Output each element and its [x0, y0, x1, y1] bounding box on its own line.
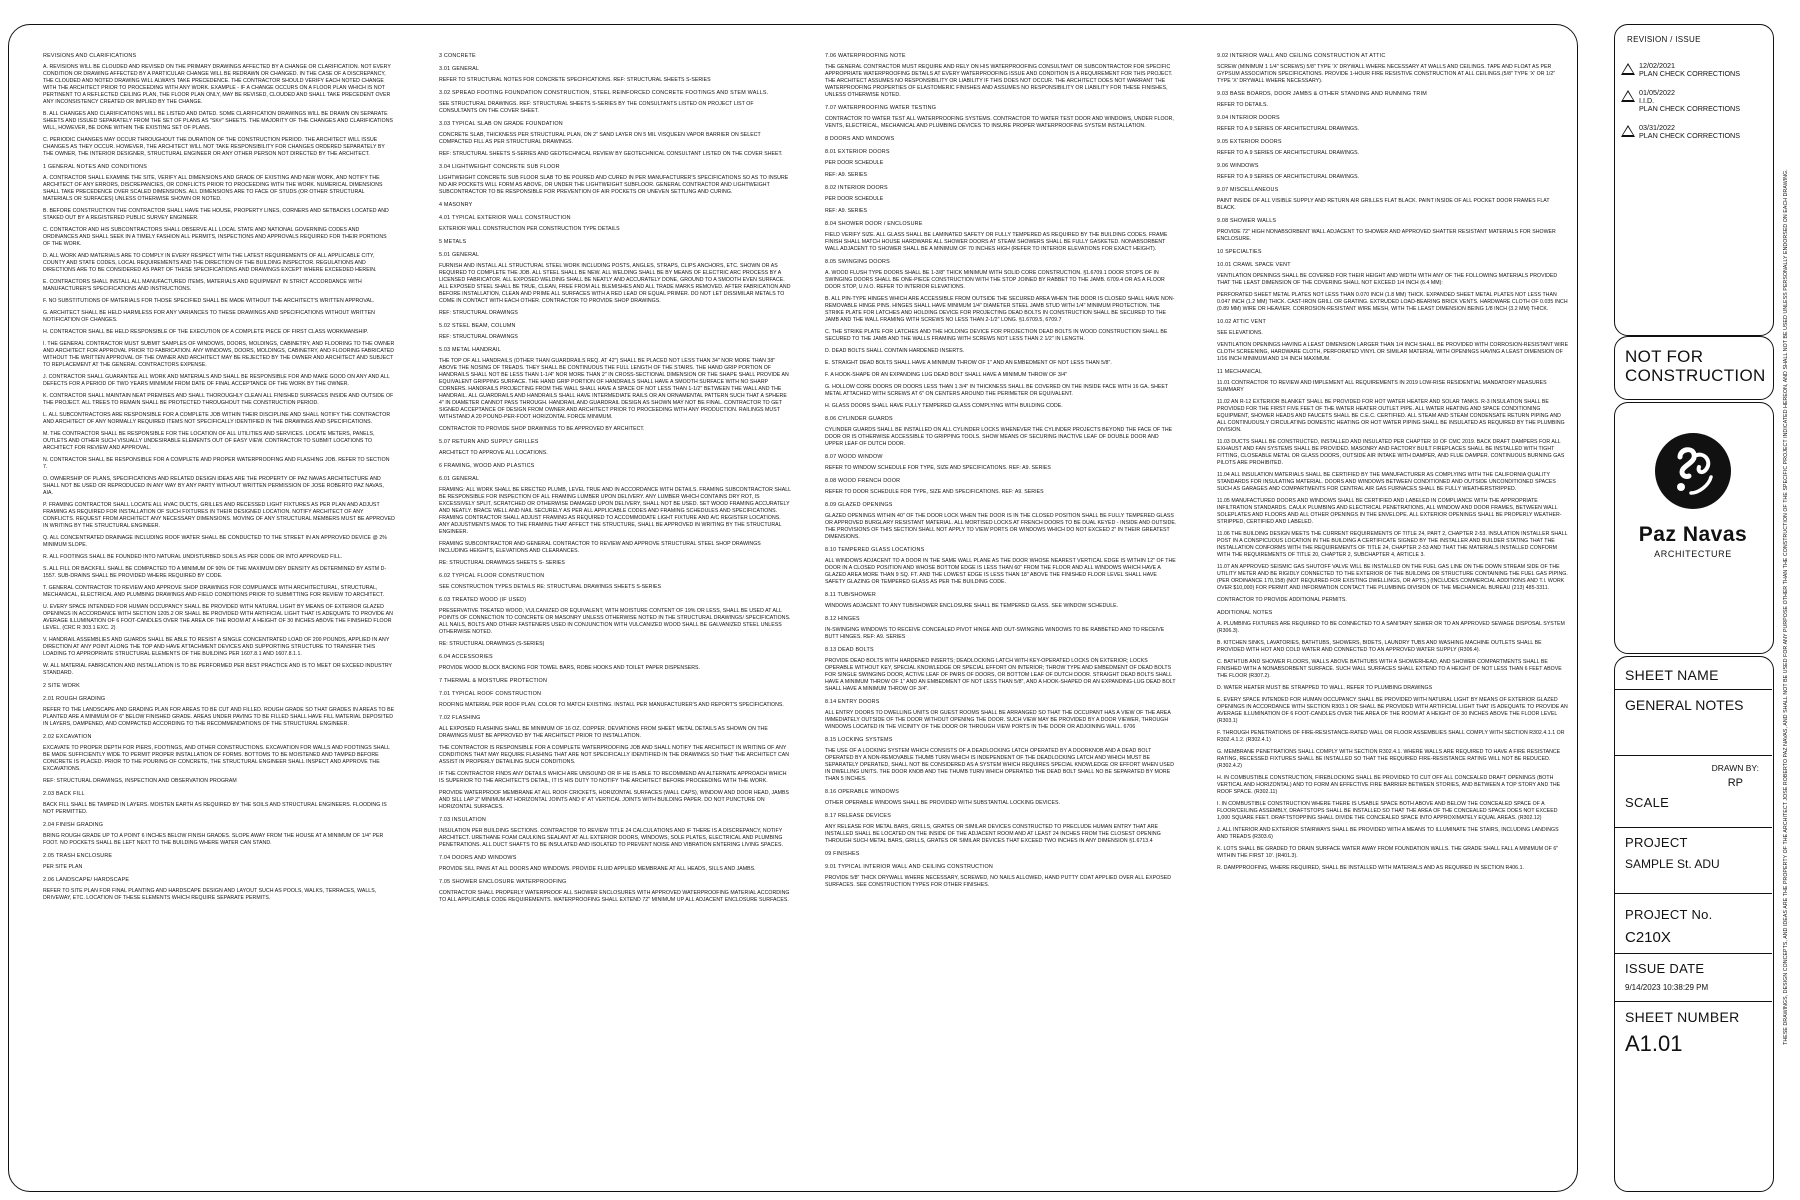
- note-paragraph: FURNISH AND INSTALL ALL STRUCTURAL STEEL WORK INCLUDING POSTS, ANGLES, STRAPS, CLIPS ANCHORS, ETC. SHOWN OR AS REQUIRED TO COMPLETE THE JOB. ALL STEEL SHALL BE NEW. ALL WELDING SHALL BE BY MEANS OF ELECTRIC ARC PROCESS BY A LICENSED FABRICATOR. ALL EXPOSED WELDING SHALL BE NEATLY AND ACCURATELY DONE, GROUND TO A SMOOTH EVEN SURFACE. ALL EXPOSED STEEL SHALL BE TRUE, CLEAN, FREE FROM ALL BLEMISHES AND ALL TRADE MARKS REMOVED. AFTER FABRICATION AND BEFORE INSTALLATION, CLEAN AND PRIME ALL SURFACES WITH A RED LEAD OR EQUAL PRIMER. DO NOT LET DISSIMILAR METALS TO COME IN CONTACT WITH EACH OTHER. CONTRACTOR TO PROVIDE SHOP DRAWINGS.: [439, 263, 791, 304]
- note-paragraph: REFER TO A.9 SERIES OF ARCHITECTURAL DRAWINGS.: [1217, 150, 1360, 156]
- note-heading: 8.06 CYLINDER GUARDS: [825, 416, 893, 422]
- note-paragraph: THE GENERAL CONTRACTOR MUST REQUIRE AND RELY ON HIS WATERPROOFING CONSULTANT OR SUBCONTRACTOR FOR SPECIFIC APPROPRIATE WATERPROOFING DETAILS AT EVERY WATERPROOFING ISSUE AND CONDITION IS A REQUIREMENT FOR THIS PROJECT. THE ARCHITECT ASSUMES NO RESPONSIBILITY OR LIABILITY IF THIS DOES NOT OCCUR. THE ARCHITECT DOES NOT WARRANT THE WATERPROOFING PROPERTIES OF ELASTOMERIC FINISHES AND ASSUMES NO RESPONSIBILITY OR LIABILITY FOR THESE FINISHES, UNLESS OTHERWISE NOTED.: [825, 64, 1173, 98]
- divider: [1615, 827, 1772, 828]
- note-paragraph: M. THE CONTRACTOR SHALL BE RESPONSIBLE FOR THE LOCATION OF ALL UTILITIES AND SERVICES. LOCATE METERS, PANELS, OUTLETS AND OTHER SUCH VISUALLY UNDESIRABLE ELEMENTS OUT OF EASY VIEW. CONTRACTOR TO SUBMIT LOCATIONS TO ARCHITECT FOR REVIEW AND APPROVAL.: [43, 431, 375, 451]
- note-paragraph: S. ALL FILL OR BACKFILL SHALL BE COMPACTED TO A MINIMUM OF 90% OF THE MAXIMUM DRY DENSITY AS DETERMINED BY ASTM D-1557. SUB-DRAINS SHALL BE PROVIDED WHERE REQUIRED BY CODE.: [43, 566, 387, 579]
- note-paragraph: G. ARCHITECT SHALL BE HELD HARMLESS FOR ANY VARIANCES TO THESE DRAWINGS AND SPECIFICATIONS WITHOUT WRITTEN NOTIFICATION OF CHANGES.: [43, 310, 375, 323]
- note-paragraph: E. EVERY SPACE INTENDED FOR HUMAN OCCUPANCY SHALL BE PROVIDED WITH NATURAL LIGHT BY MEANS OF EXTERIOR GLAZED OPENINGS IN ACCORDANCE WITH SECTION R303.1 OR SHALL BE PROVIDED WITH ARTIFICIAL LIGHT THAT IS ADEQUATE TO PROVIDE AN AVERAGE ILLUMINATION OF 6 FOOT-CANDLES OVER THE AREA OF THE ROOM AT A HEIGHT OF 30 INCHES ABOVE THE FLOOR LEVEL (R303.1): [1217, 697, 1568, 724]
- note-heading: 8.07 WOOD WINDOW: [825, 454, 883, 460]
- note-paragraph: J. ALL INTERIOR AND EXTERIOR STAIRWAYS SHALL BE PROVIDED WITH A MEANS TO ILLUMINATE THE STAIRS, INCLUDING LANDINGS AND TREADS (R303.6): [1217, 827, 1559, 840]
- note-paragraph: C. THE STRIKE PLATE FOR LATCHES AND THE HOLDING DEVICE FOR PROJECTION DEAD BOLTS IN WOOD CONSTRUCTION SHALL BE SECURED TO THE JAMB AND THE WALLS FRAMING WITH SCREWS NOT LESS THAN 2 1/2" IN LENGTH.: [825, 329, 1168, 342]
- revision-delta-icon: [1621, 125, 1635, 137]
- note-paragraph: REFER TO A.9 SERIES OF ARCHITECTURAL DRAWINGS.: [1217, 174, 1360, 180]
- note-heading: 9.01 TYPICAL INTERIOR WALL AND CEILING CONSTRUCTION: [825, 864, 993, 870]
- note-heading: 9.03 BASE BOARDS, DOOR JAMBS & OTHER STANDING AND RUNNING TRIM: [1217, 91, 1427, 97]
- note-heading: 9.06 WINDOWS: [1217, 163, 1259, 169]
- note-paragraph: B. BEFORE CONSTRUCTION THE CONTRACTOR SHALL HAVE THE HOUSE, PROPERTY LINES, CORNERS AND SETBACKS LOCATED AND STAKED OUT BY A REGISTERED PUBLIC SURVEY ENGINEER.: [43, 208, 389, 221]
- stamp-block: [1614, 336, 1774, 400]
- drawn-by-label: DRAWN BY:: [1711, 763, 1759, 773]
- not-for-construction-stamp: NOT FOR CONSTRUCTION: [1625, 347, 1766, 385]
- issue-date-value: 9/14/2023 10:38:29 PM: [1625, 983, 1709, 992]
- firm-subtitle: ARCHITECTURE: [1654, 549, 1732, 559]
- note-heading: 2.05 TRASH ENCLOSURE: [43, 853, 113, 859]
- note-heading: 4.01 TYPICAL EXTERIOR WALL CONSTRUCTION: [439, 215, 571, 221]
- note-paragraph: T. GENERAL CONTRACTOR TO REVIEW AND APPROVE SHOP DRAWINGS FOR COMPLIANCE WITH ARCHITECTURAL, STRUCTURAL, MECHANICAL, ELECTRICAL AND PLUMBING DRAWINGS AND FIELD CONDITIONS PRIOR TO SUBMITTING FOR REVIEW TO ARCHITECT.: [43, 585, 385, 598]
- note-heading: 8.10 TEMPERED GLASS LOCATIONS: [825, 547, 925, 553]
- note-paragraph: A. CONTRACTOR SHALL EXAMINE THE SITE, VERIFY ALL DIMENSIONS AND GRADE OF EXISTING AND NEW WORK, AND NOTIFY THE ARCHITECT OF ANY ERRORS, DISCREPANCIES, OR CONFLICTS PRIOR TO PROCEEDING WITH THE WORK. NUMERICAL DIMENSIONS SHALL TAKE PRECEDENCE OVER SCALED DIMENSIONS. ALL DIMENSIONS ARE TO FACE OF STUDS (OR OTHER STRUCTURAL MATERIALS OR SURFACES) UNLESS OTHERWISE SHOWN OR NOTED.: [43, 175, 383, 202]
- notes-column-3: [825, 47, 1177, 894]
- note-heading: 8.05 SWINGING DOORS: [825, 259, 890, 265]
- note-paragraph: F. THROUGH PENETRATIONS OF FIRE-RESISTANCE-RATED WALL OR FLOOR ASSEMBLIES SHALL COMPLY WITH SECTION R302.4.1.1 OR R302.4.1.2. (R302.4.1): [1217, 730, 1565, 743]
- note-paragraph: ROOFING MATERIAL PER ROOF PLAN. COLOR TO MATCH EXISTING. INSTALL PER MANUFACTURER'S AND REPORT'S SPECIFICATIONS.: [439, 702, 784, 708]
- revision-date: 03/31/2022: [1639, 123, 1675, 132]
- note-heading: 8.17 RELEASE DEVICES: [825, 813, 892, 819]
- note-heading: 9.07 MISCELLANEOUS: [1217, 187, 1279, 193]
- copyright-text: THESE DRAWINGS, DESIGN CONCEPTS, AND IDEAS ARE THE PROPERTY OF THE ARCHITECT JOSE ROBERTO PAZ NAVAS, AND SHALL NOT BE USED FOR ANY PURPOSE OTHER THAN THE CONSTRUCTION OF THE SPECIFIC PROJECT INDICATED HEREON, AND SHALL NOT BE USED UNLESS PERSONALLY ENDORSED ON EACH DRAWING.: [1783, 169, 1789, 1045]
- note-paragraph: WINDOWS ADJACENT TO ANY TUB/SHOWER ENCLOSURE SHALL BE TEMPERED GLASS. SEE WINDOW SCHEDULE.: [825, 603, 1119, 609]
- note-paragraph: PER SITE PLAN: [43, 864, 83, 870]
- note-heading: 7.03 INSULATION: [439, 817, 486, 823]
- note-paragraph: VENTILATION OPENINGS HAVING A LEAST DIMENSION LARGER THAN 1/4 INCH SHALL BE PROVIDED WITH CORROSION-RESISTANT WIRE CLOTH SCREENING, HARDWARE CLOTH, PERFORATED VINYL OR SIMILAR MATERIAL WITH OPENINGS HAVING A LEAST DIMENSION OF 1/16 INCH MINIMUM AND 1/4 INCH MAXIMUM.: [1217, 342, 1569, 362]
- note-heading: 8.08 WOOD FRENCH DOOR: [825, 478, 901, 484]
- note-paragraph: PROVIDE 72" HIGH NONABSORBENT WALL ADJACENT TO SHOWER AND APPROVED SHATTER RESISTANT MATERIALS FOR SHOWER ENCLOSURE.: [1217, 229, 1556, 242]
- note-paragraph: V. HANDRAIL ASSEMBLIES AND GUARDS SHALL BE ABLE TO RESIST A SINGLE CONCENTRATED LOAD OF 200 POUNDS, APPLIED IN ANY DIRECTION AT ANY POINT ALONG THE TOP AND HAVE ATTACHMENT DEVICES AND SUPPORTING STRUCTURE TO TRANSFER THIS LOADING TO APPROPRIATE STRUCTURAL ELEMENTS OF THE BUILDING PER 1607.8.1 AND 1607.8.1.1.: [43, 637, 390, 657]
- note-paragraph: CONTRACTOR TO WATER TEST ALL WATERPROOFING SYSTEMS. CONTRACTOR TO WATER TEST DOOR AND WINDOWS, UNDER FLOOR, VENTS, ELECTRICAL, MECHANICAL AND PLUMBING DEVICES TO INSURE PROPER WATERPROOFING SYSTEM INSTALLATION.: [825, 116, 1174, 129]
- note-paragraph: E. STRAIGHT DEAD BOLTS SHALL HAVE A MINIMUM THROW OF 1" AND AN EMBEDMENT OF NOT LESS THAN 5/8".: [825, 360, 1112, 366]
- note-heading: 2.06 LANDSCAPE/ HARDSCAPE: [43, 877, 130, 883]
- note-heading: 7.02 FLASHING: [439, 715, 481, 721]
- note-paragraph: PAINT INSIDE OF ALL VISIBLE SUPPLY AND RETURN AIR GRILLES FLAT BLACK. PAINT INSIDE OF ALL POCKET DOOR FRAMES FLAT BLACK.: [1217, 198, 1550, 211]
- note-paragraph: REFER TO DETAILS.: [1217, 102, 1269, 108]
- note-paragraph: REFER TO THE LANDSCAPE AND GRADING PLAN FOR AREAS TO BE CUT AND FILLED. ROUGH GRADE SO THAT GRADES IN AREAS TO BE PLANTED ARE A MINIMUM OF 6" BELOW FINISHED GRADE. AREAS UNDER PAVING TO BE FILLED SHALL HAVE FILL MATERIAL DEPOSITED IN LAYERS, DAMPENED, AND COMPACTED ACCORDING TO THE RECOMMENDATIONS OF THE STRUCTURAL ENGINEER.: [43, 707, 395, 727]
- note-paragraph: 11.01 CONTRACTOR TO REVIEW AND IMPLEMENT ALL REQUIREMENTS IN 2019 LOW-RISE RESIDENTIAL MANDATORY MEASURES SUMMARY: [1217, 380, 1547, 393]
- project-label: PROJECT: [1625, 835, 1688, 850]
- revision-date: 01/05/2022: [1639, 88, 1675, 97]
- note-paragraph: GLAZED OPENINGS WITHIN 40" OF THE DOOR LOCK WHEN THE DOOR IS IN THE CLOSED POSITION SHALL BE FULLY TEMPERED GLASS OR APPROVED BURGLARY RESISTANT MATERIAL. ALL MORTISED LOCKS AT FRENCH DOORS TO BE DUAL KEYED - INSIDE AND OUTSIDE. THE PROVISIONS OF THIS SECTION SHALL NOT APPLY TO VIEW PORTS OR WINDOWS WHICH DO NOT EXCEED 2" IN THEIR GREATEST DIMENSIONS.: [825, 513, 1177, 540]
- note-paragraph: THE USE OF A LOCKING SYSTEM WHICH CONSISTS OF A DEADLOCKING LATCH OPERATED BY A DOORKNOB AND A DEAD BOLT OPERATED BY A NON-REMOVABLE THUMB TURN WHICH IS INDEPENDENT OF THE DEADLOCKING LATCH AND WHICH MUST BE SEPARATELY OPERATED, SHALL NOT BE CONSIDERED AS A SYSTEM WHICH REQUIRES SPECIAL KNOWLEDGE OR EFFORT WHEN USED IN DWELLING UNITS. THE DOOR KNOB AND THE THUMB TURN WHICH OPERATED THE DEAD BOLT SHALL NO BE SEPARATED BY MORE THAN 5 INCHES.: [825, 748, 1175, 782]
- drawn-by-value: RP: [1727, 777, 1743, 789]
- note-paragraph: CONTRACTOR TO PROVIDE SHOP DRAWINGS TO BE APPROVED BY ARCHITECT.: [439, 426, 645, 432]
- note-paragraph: 11.02 AN R-12 EXTERIOR BLANKET SHALL BE PROVIDED FOR HOT WATER HEATER AND SOLAR TANKS. R-3 INSULATION SHALL BE PROVIDED FOR THE FIRST FIVE FEET OF THE WATER HEATER OUTLET PIPE. ALL WATER HEATING AND SPACE CONDITIONING EQUIPMENT, SHOWER HEADS AND FAUCETS SHALL BE C.E.C. CERTIFIED. ALL STEAM AND STEAM CONDENSATE RETURN PIPING AND ALL CONTINUOUSLY CIRCULATING DOMESTIC HEATING OR HOT WATER PIPING SHALL BE INSULATED AS REQUIRED BY THE PLUMBING DIVISION.: [1217, 399, 1565, 433]
- note-paragraph: REFER TO A.9 SERIES OF ARCHITECTURAL DRAWINGS.: [1217, 126, 1360, 132]
- notes-column-4: [1217, 47, 1569, 877]
- note-paragraph: PROVIDE SILL PANS AT ALL DOORS AND WINDOWS. PROVIDE FLUID APPLIED MEMBRANE AT ALL HEADS, SILLS AND JAMBS.: [439, 866, 756, 872]
- note-paragraph: U. EVERY SPACE INTENDED FOR HUMAN OCCUPANCY SHALL BE PROVIDED WITH NATURAL LIGHT BY MEANS OF EXTERIOR GLAZED OPENINGS IN ACCORDANCE WITH SECTION 1205.2 OR SHALL BE PROVIDED WITH ARTIFICIAL LIGHT THAT IS ADEQUATE TO PROVIDE AN AVERAGE ILLUMINATION OF 6 FOOT-CANDLES OVER THE AREA OF THE ROOM AT A HEIGHT OF 30 INCHES ABOVE THE FINISHED FLOOR LEVEL. (CRC R 303.1 EXC. 2): [43, 604, 393, 631]
- note-paragraph: 11.03 DUCTS SHALL BE CONSTRUCTED, INSTALLED AND INSULATED PER CHAPTER 10 OF CMC 2019. BACK DRAFT DAMPERS FOR ALL EXHAUST AND FAN SYSTEMS SHALL BE PROVIDED. MASONRY AND FACTORY BUILT FIREPLACES SHALL BE INSTALLED WITH TIGHT FITTING, CLOSEABLE METAL OR GLASS DOORS, OUTSIDE AIR INTAKE WITH DAMPER, AND FLUE DAMPER. CONTINUOUS BURNING GAS PILOTS ARE PROHIBITED.: [1217, 439, 1565, 466]
- note-paragraph: D. WATER HEATER MUST BE STRAPPED TO WALL. REFER TO PLUMBING DRAWINGS: [1217, 685, 1433, 691]
- note-paragraph: PER DOOR SCHEDULE: [825, 196, 884, 202]
- revision-label: PLAN CHECK CORRECTIONS: [1639, 69, 1741, 78]
- note-paragraph: L. ALL SUBCONTRACTORS ARE RESPONSIBLE FOR A COMPLETE JOB WITHIN THEIR DISCIPLINE AND SHALL NOTIFY THE CONTRACTOR AND ARCHITECT OF ANY NORMALLY REQUIRED ITEMS NOT SPECIFICALLY IDENTIFIED IN THE DRAWINGS AND SPECIFICATIONS.: [43, 412, 391, 425]
- note-paragraph: H. CONTRACTOR SHALL BE HELD RESPONSIBLE OF THE EXECUTION OF A COMPLETE PIECE OF FIRST CLASS WORKMANSHIP.: [43, 329, 369, 335]
- note-paragraph: H. GLASS DOORS SHALL HAVE FULLY TEMPERED GLASS COMPLYING WITH BUILDING CODE.: [825, 403, 1063, 409]
- note-paragraph: R. DAMPPROOFING, WHERE REQUIRED, SHALL BE INSTALLED WITH MATERIALS AND AS REQUIRED IN SECTION R406.1.: [1217, 865, 1525, 871]
- note-paragraph: PROVIDE DEAD BOLTS WITH HARDENED INSERTS; DEADLOCKING LATCH WITH KEY-OPERATED LOCKS ON EXTERIOR; LOCKS OPERABLE WITHOUT KEY, SPECIAL KNOWLEDGE OR SPECIAL EFFORT ON INTERIOR; THROW TYPE AND EMBEDMENT OF DEAD BOLTS FOR SINGLE SWINGING DOOR, ACTIVE LEAF OF PAIRS OF DOORS, OR BOTTOM LEAF OF DUTCH DOOR. STRAIGHT DEAD BOLTS SHALL HAVE A MINIMUM THROW OF 1" AND AN EMBEDMENT OF NOT LESS THAN 5/8", AND A HOOK-SHAPED OR AN EXPANDING-LUG DEAD BOLT SHALL HAVE A MINIMUM THROW OF 3/4".: [825, 658, 1176, 692]
- note-heading: 2 SITE WORK: [43, 683, 80, 689]
- note-heading: 10.01 CRAWL SPACE VENT: [1217, 262, 1291, 268]
- note-paragraph: C. PERIODIC CHANGES MAY OCCUR THROUGHOUT THE DURATION OF THE CONSTRUCTION PERIOD. THE ARCHITECT WILL ISSUE CHANGES AS THEY OCCUR. HOWEVER, THE ARCHITECT WILL NOT TAKE RESPONSIBILITY FOR CHANGES ORDERED SEPARATELY BY THE OWNER, THE INTERIOR DESIGNER, STRUCTURAL ENGINEER OR ANY OTHER PERSON NOT DIRECTED BY THE ARCHITECT.: [43, 137, 385, 157]
- note-heading: ADDITIONAL NOTES: [1217, 610, 1273, 616]
- note-paragraph: B. ALL CHANGES AND CLARIFICATIONS WILL BE LISTED AND DATED. SOME CLARIFICATION DRAWINGS WILL BE DRAWN ON SEPARATE SHEETS AND ISSUED SEPARATELY FROM THE SET OF PLANS AS "SK#" SHEETS. THE MAJORITY OF THE CHANGES AND CLARIFICATIONS WILL, HOWEVER, BE DONE WITHIN THE EXISTING SET OF PLANS.: [43, 111, 394, 131]
- note-paragraph: I. THE GENERAL CONTRACTOR MUST SUBMIT SAMPLES OF WINDOWS, DOORS, MOLDINGS, CABINETRY, AND FLOORING TO THE OWNER AND ARCHITECT FOR APPROVAL PRIOR TO FABRICATION. ANY WINDOWS, DOORS, MOLDINGS, CABINETRY, AND FLOORING FABRICATED WITHOUT THE WRITTEN APPROVAL OF THE OWNER AND ARCHITECT MAY BE REJECTED BY THE OWNER AND ARCHITECT AND SUBJECT TO REPLACEMENT AT THE GENERAL CONTRACTORS EXPENSE.: [43, 341, 395, 368]
- note-heading: 5.03 METAL HANDRAIL: [439, 347, 501, 353]
- revision-delta-icon: [1621, 90, 1635, 102]
- note-heading: 9.05 EXTERIOR DOORS: [1217, 139, 1282, 145]
- note-heading: 09 FINISHES: [825, 851, 860, 857]
- note-heading: 2.03 BACK FILL: [43, 791, 85, 797]
- note-paragraph: W. ALL MATERIAL FABRICATION AND INSTALLATION IS TO BE PERFORMED PER BEST PRACTICE AND IS TO MEET OR EXCEED INDUSTRY STANDARD.: [43, 663, 392, 676]
- revision-delta-icon: [1621, 63, 1635, 75]
- note-heading: 9.08 SHOWER WALLS: [1217, 218, 1277, 224]
- note-paragraph: SEE STRUCTURAL DRAWINGS. REF: STRUCTURAL SHEETS S-SERIES BY THE CONSULTANTS LISTED ON PROJECT LIST OF CONSULTANTS ON THE COVER SHEET.: [439, 101, 754, 114]
- note-paragraph: A. REVISIONS WILL BE CLOUDED AND REVISED ON THE PRIMARY DRAWINGS AFFECTED BY A CHANGE OR CLARIFICATION. NOT EVERY CONDITION OR DRAWING AFFECTED BY A PARTICULAR CHANGE WILL BE REDRAWN OR CHANGED. IN THE CASE OF A DISCREPANCY, THE CLOUDED AND NOTED DRAWING WILL ALWAYS TAKE PRECEDENCE. THE CONTRACTOR SHOULD VERIFY EACH NOTED CHANGE WITH THE ARCHITECT PRIOR TO PROCEEDING WITH ANY WORK. EXAMPLE - IF A CHANGE OCCURS ON A FLOOR PLAN WHICH IS NOT PERTINENT TO A REFLECTED CEILING PLAN, THE FLOOR PLAN ONLY, MAY BE REVISED, CLOUDED AND SHALL TAKE PRECEDENT OVER ANY INCONSISTENCY CREATED OR IMPLIED BY THE CHANGE.: [43, 64, 391, 105]
- note-heading: 2.02 EXCAVATION: [43, 734, 92, 740]
- note-paragraph: ANY RELEASE FOR METAL BARS, GRILLS, GRATES OR SIMILAR DEVICES CONSTRUCTED TO PRECLUDE HUMAN ENTRY THAT ARE INSTALLED SHALL BE LOCATED ON THE INSIDE OF THE ADJACENT ROOM AND AT LEAST 24 INCHES FROM THE CLOSEST OPENING THROUGH SUCH METAL BARS, GRILLS, GRATES OR SIMILAR DEVICES THAT EXCEED TWO INCHES IN ANY DIMENSION §1.6713.4: [825, 824, 1161, 844]
- note-heading: 8.16 OPERABLE WINDOWS: [825, 789, 899, 795]
- drawing-sheet-border: [8, 24, 1578, 1192]
- notes-column-2: [439, 47, 791, 909]
- note-heading: 8 DOORS AND WINDOWS: [825, 136, 895, 142]
- note-paragraph: PROVIDE 5/8" THICK DRYWALL WHERE NECESSARY, SCREWED, NO NAILS ALLOWED, HAND PUTTY COAT APPLIED OVER ALL EXPOSED SURFACES. SEE CONSTRUCTION TYPES FOR OTHER FINISHES.: [825, 875, 1172, 888]
- note-paragraph: IN-SWINGING WINDOWS TO RECEIVE CONCEALED PIVOT HINGE AND OUT-SWINGING WINDOWS TO BE RABBETED AND TO RECEIVE BUTT HINGES. REF: A9. SERIES: [825, 627, 1165, 640]
- note-heading: 7.04 DOORS AND WINDOWS: [439, 855, 517, 861]
- note-heading: 9.04 INTERIOR DOORS: [1217, 115, 1280, 121]
- notes-column-1: [43, 47, 395, 907]
- note-paragraph: B. ALL PIN-TYPE HINGES WHICH ARE ACCESSIBLE FROM OUTSIDE THE SECURED AREA WHEN THE DOOR IS CLOSED SHALL HAVE NON-REMOVABLE HINGE PINS. HINGES SHALL HAVE MINIMUM 1/4" DIAMETER STEEL JAMB STUD WITH 1/4" MINIMUM PROTECTION. THE STRIKE PLATE FOR LATCHES AND HOLDING DEVICE FOR PROJECTING DEAD BOLTS IN CONSTRUCTION SHALL BE SECURED TO THE JAMB AND THE WALL FRAMING WITH SCREWS NO LESS THAN 2-1/2" LONG. §1.6709.5, 6709.7: [825, 296, 1175, 323]
- note-paragraph: F. A HOOK-SHAPE OR AN EXPANDING LUG DEAD BOLT SHALL HAVE A MINIMUM THROW OF 3/4": [825, 372, 1068, 378]
- note-heading: 4 MASONRY: [439, 202, 473, 208]
- sheet-name-value: GENERAL NOTES: [1625, 697, 1744, 713]
- note-heading: 6.01 GENERAL: [439, 476, 480, 482]
- note-paragraph: K. LOTS SHALL BE GRADED TO DRAIN SURFACE WATER AWAY FROM FOUNDATION WALLS. THE GRADE SHALL FALL A MINIMUM OF 6" WITHIN THE FIRST 10'. (R401.3).: [1217, 846, 1559, 859]
- firm-logo-icon: [1653, 431, 1733, 511]
- firm-name: Paz Navas: [1638, 523, 1748, 546]
- note-paragraph: REF: A9. SERIES: [825, 172, 867, 178]
- note-paragraph: RE: STRUCTURAL DRAWINGS SHEETS S- SERIES: [439, 560, 565, 566]
- note-heading: 3.03 TYPICAL SLAB ON GRADE FOUNDATION: [439, 121, 563, 127]
- note-paragraph: EXCAVATE TO PROPER DEPTH FOR PIERS, FOOTINGS, AND OTHER CONSTRUCTIONS. EXCAVATION FOR WALLS AND FOOTINGS SHALL BE MADE SUFFICIENTLY WIDE TO PERMIT PROPER INSTALLATION OF FORMS. BOTTOMS TO BE MOISTENED AND TAMPED BEFORE CONCRETE IS PLACED. PRIOR TO THE POURING OF CONCRETE, THE STRUCTURAL ENGINEER SHALL INSPECT AND APPROVE THE EXCAVATIONS.: [43, 745, 390, 772]
- note-heading: 8.14 ENTRY DOORS: [825, 699, 880, 705]
- note-paragraph: CYLINDER GUARDS SHALL BE INSTALLED ON ALL CYLINDER LOCKS WHENEVER THE CYLINDER PROJECTS BEYOND THE FACE OF THE DOOR OR IS OTHERWISE ACCESSIBLE TO GRIPPING TOOLS. SHOW MEANS OF SECURING INACTIVE LEAF OF DOUBLE DOOR AND UPPER LEAF OF DUTCH DOOR.: [825, 427, 1173, 447]
- note-heading: 8.09 GLAZED OPENINGS: [825, 502, 893, 508]
- note-heading: 5.02 STEEL BEAM, COLUMN: [439, 323, 516, 329]
- note-heading: 3 CONCRETE: [439, 53, 476, 59]
- note-paragraph: VENTILATION OPENINGS SHALL BE COVERED FOR THEIR HEIGHT AND WIDTH WITH ANY OF THE FOLLOWING MATERIALS PROVIDED THAT THE LEAST DIMENSION OF THE COVERING SHALL NOT EXCEED 1/4 INCH (6.4 MM):: [1217, 273, 1558, 286]
- note-heading: 8.15 LOCKING SYSTEMS: [825, 737, 893, 743]
- sheet-name-label: SHEET NAME: [1625, 667, 1719, 683]
- note-paragraph: ALL EXPOSED FLASHING SHALL BE MINIMUM OF 16 OZ. COPPER. DEVIATIONS FROM SHEET METAL DETAILS AS SHOWN ON THE DRAWINGS MUST BE APPROVED BY THE ARCHITECT PRIOR TO INSTALLATION.: [439, 726, 768, 739]
- note-paragraph: J. CONTRACTOR SHALL GUARANTEE ALL WORK AND MATERIALS AND SHALL BE RESPONSIBLE FOR AND MAKE GOOD ON ANY AND ALL DEFECTS FOR A PERIOD OF TWO YEARS MINIMUM FROM DATE OF FINAL ACCEPTANCE OF THE WORK BY THE OWNER.: [43, 374, 390, 387]
- note-heading: 6.02 TYPICAL FLOOR CONSTRUCTION: [439, 573, 545, 579]
- note-heading: 5.01 GENERAL: [439, 252, 480, 258]
- note-heading: 7.01 TYPICAL ROOF CONSTRUCTION: [439, 691, 542, 697]
- note-paragraph: THE TOP OF ALL HANDRAILS (OTHER THAN GUARDRAILS REQ. AT 42") SHALL BE PLACED NOT LESS THAN 34" NOR MORE THAN 38" ABOVE THE NOSING OF TREADS. THEY SHALL BE CONTINUOUS THE FULL LENGTH OF THE STAIRS. THE HAND GRIP PORTION OF HANDRAILS SHALL NOT BE LESS THAN 1-1/4" NOR MORE THAN 2" IN CROSS-SECTIONAL DIMENSION OR THE SHAPE SHALL PROVIDE AN EQUIVALENT GRIPPING SURFACE. THE HAND GRIP PORTION OF HANDRAILS SHALL HAVE A SMOOTH SURFACE WITH NO SHARP CORNERS. HANDRAILS PROJECTING FROM THE WALL SHALL HAVE A SPACE OF NOT LESS THAN 1-1/2" BETWEEN THE WALL AND THE HANDRAIL. ALL GUARDRAILS AND HANDRAILS SHALL HAVE INTERMEDIATE RAILS OR AN ORNAMENTAL PATTERN SUCH THAT A SPHERE 4" IN DIAMETER CANNOT PASS THROUGH. HANDRAIL AND GUARDRAIL DESIGN AS SHOWN MAY NOT BE FINAL. CONTRACTOR TO GET SIGNED ACCEPTANCE OF DESIGN FROM OWNER AND ARCHITECT PRIOR TO PROCEEDING WITH ANY PRODUCTION. RAILINGS MUST WITHSTAND A 20 POUND-PER-FOOT HORIZONTAL FORCE MINIMUM.: [439, 358, 789, 420]
- note-paragraph: C. CONTRACTOR AND HIS SUBCONTRACTORS SHALL OBSERVE ALL LOCAL STATE AND NATIONAL GOVERNING CODES AND ORDINANCES AND SHALL SEEK IN A TIMELY FASHION ALL PERMITS, INSPECTIONS AND APPROVALS REQUIRED FOR THEIR PORTIONS OF THE WORK.: [43, 227, 387, 247]
- note-paragraph: B. KITCHEN SINKS, LAVATORIES, BATHTUBS, SHOWERS, BIDETS, LAUNDRY TUBS AND WASHING MACHINE OUTLETS SHALL BE PROVIDED WITH HOT AND COLD WATER AND CONNECTED TO AN APPROVED WATER SUPPLY (R306.4).: [1217, 640, 1542, 653]
- note-paragraph: PRESERVATIVE TREATED WOOD, VULCANIZED OR EQUIVALENT, WITH MOISTURE CONTENT OF 19% OR LESS, SHALL BE USED AT ALL POINTS OF CONNECTION TO CONCRETE OR MASONRY UNLESS OTHERWISE NOTED IN THE STRUCTURAL DRAWINGS/ SPECIFICATIONS. ALL NAILS, BOLTS AND OTHER FASTENERS USED IN CONJUNCTION WITH VULCANIZED WOOD SHALL BE GALVANIZED STEEL UNLESS OTHERWISE NOTED.: [439, 608, 791, 635]
- note-paragraph: REFER TO STRUCTURAL NOTES FOR CONCRETE SPECIFICATIONS. REF: STRUCTURAL SHEETS S-SERIES: [439, 77, 711, 83]
- note-heading: 5.07 RETURN AND SUPPLY GRILLES: [439, 439, 539, 445]
- divider: [1615, 1001, 1772, 1002]
- note-paragraph: Q. ALL CONCENTRATED DRAINAGE INCLUDING ROOF WATER SHALL BE CONDUCTED TO THE STREET IN AN APPROVED DEVICE @ 2% MINIMUM SLOPE.: [43, 535, 387, 548]
- note-heading: REVISIONS AND CLARIFICATIONS: [43, 53, 137, 59]
- note-paragraph: REF: A9. SERIES: [825, 208, 867, 214]
- note-paragraph: PER DOOR SCHEDULE: [825, 160, 884, 166]
- note-heading: 7.07 WATERPROOFING WATER TESTING: [825, 105, 937, 111]
- project-number-value: C210X: [1625, 929, 1671, 946]
- note-heading: 11 MECHANICAL: [1217, 369, 1263, 375]
- note-paragraph: I. IN COMBUSTIBLE CONSTRUCTION WHERE THERE IS USABLE SPACE BOTH ABOVE AND BELOW THE CONCEALED SPACE OF A FLOOR/CEILING ASSEMBLY, DRAFTSTOPS SHALL BE INSTALLED SO THAT THE AREA OF THE CONCEALED SPACE DOES NOT EXCEED 1,000 SQUARE FEET. DRAFTSTOPPING SHALL DIVIDE THE CONCEALED SPACE INTO APPROXIMATELY EQUAL AREAS. (R302.12): [1217, 801, 1558, 821]
- note-heading: 2.01 ROUGH GRADING: [43, 696, 106, 702]
- note-paragraph: A. PLUMBING FIXTURES ARE REQUIRED TO BE CONNECTED TO A SANITARY SEWER OR TO AN APPROVED SEWAGE DISPOSAL SYSTEM (R306.3).: [1217, 621, 1565, 634]
- note-paragraph: CONCRETE SLAB, THICKNESS PER STRUCTURAL PLAN, ON 2" SAND LAYER ON 5 MIL VISQUEEN VAPOR BARRIER ON SELECT COMPACTED FILL AS PER STRUCTURAL DRAWINGS.: [439, 132, 761, 145]
- note-heading: 6.03 TREATED WOOD (IF USED): [439, 597, 527, 603]
- note-paragraph: ALL ENTRY DOORS TO DWELLING UNITS OR GUEST ROOMS SHALL BE ARRANGED SO THAT THE OCCUPANT HAS A VIEW OF THE AREA IMMEDIATELY OUTSIDE OF THE DOOR WITHOUT OPENING THE DOOR. SUCH VIEW MAY BE PROVIDED BY A DOOR VIEWER, THROUGH WINDOWS LOCATED IN THE VICINITY OF THE DOOR OR THROUGH VIEW PORTS IN THE DOOR OR ADJOINING WALL. 6706: [825, 710, 1171, 730]
- note-heading: 7 THERMAL & MOISTURE PROTECTION: [439, 678, 548, 684]
- note-paragraph: BRING ROUGH GRADE UP TO A POINT 6 INCHES BELOW FINISH GRADES. SLOPE AWAY FROM THE HOUSE AT A MINIMUM OF 1/4" PER FOOT. NO POCKETS SHALL BE LEFT NEXT TO THE BUILDING WHERE WATER CAN STAND.: [43, 833, 384, 846]
- note-heading: 3.01 GENERAL: [439, 66, 480, 72]
- note-paragraph: ARCHITECT TO APPROVE ALL LOCATIONS.: [439, 450, 548, 456]
- note-paragraph: O. OWNERSHIP OF PLANS, SPECIFICATIONS AND RELATED DESIGN IDEAS ARE THE PROPERTY OF PAZ NAVAS ARCHITECTURE AND SHALL NOT BE USED OR REPRODUCED IN ANY WAY BY ANY PARTY WITHOUT WRITTEN PERMISSION OF JOSE ROBERTO PAZ NAVAS, AIA.: [43, 476, 384, 496]
- note-paragraph: BACK FILL SHALL BE TAMPED IN LAYERS. MOISTEN EARTH AS REQUIRED BY THE SOILS AND STRUCTURAL ENGINEERS. FLOODING IS NOT PERMITTED.: [43, 802, 387, 815]
- sheet-number-value: A1.01: [1625, 1031, 1683, 1056]
- project-value: SAMPLE St. ADU: [1625, 857, 1720, 871]
- note-paragraph: REFER TO DOOR SCHEDULE FOR TYPE, SIZE AND SPECIFICATIONS. REF: A9. SERIES: [825, 489, 1044, 495]
- note-paragraph: 11.07 AN APPROVED SEISMIC GAS SHUTOFF VALVE WILL BE INSTALLED ON THE FUEL GAS LINE ON THE DOWN STREAM SIDE OF THE UTILITY METER AND BE RIGIDLY CONNECTED TO THE EXTERIOR OF THE BUILDING OR STRUCTURE CONTAINING THE FUEL GAS PIPING. (PER ORDINANCE 170,158) (NOT REQUIRED FOR EXISTING DWELLINGS, OR APTS.) (INCLUDES COMMERCIAL ADDITIONS AND T.I. WORK OVER $10,000) FOR PERMIT AND INFORMATION CONTACT THE PLUMBING DIVISION OF THE MECHANICAL BUREAU (213) 485-3311.: [1217, 564, 1568, 591]
- note-heading: 3.04 LIGHTWEIGHT CONCRETE SUB FLOOR: [439, 164, 560, 170]
- note-paragraph: FIELD VERIFY SIZE. ALL GLASS SHALL BE LAMINATED SAFETY OR FULLY TEMPERED AS REQUIRED BY THE BUILDING CODES. FRAME FINISH SHALL MATCH HOUSE HARDWARE ALL SHOWER DOORS AT STEAM SHOWERS SHALL BE FULLY GASKETED. NONABSORBENT WALL ADJACENT TO SHOWER SHALL BE A MINIMUM OF 70 INCHES HIGH (REFER TO INTERIOR ELEVATIONS FOR EXACT HEIGHT).: [825, 232, 1168, 252]
- note-paragraph: EXTERIOR WALL CONSTRUCTION PER CONSTRUCTION TYPE DETAILS: [439, 226, 620, 232]
- note-heading: 2.04 FINISH GRADING: [43, 822, 104, 828]
- note-paragraph: SEE CONSTRUCTION TYPES DETAILS RE: STRUCTURAL DRAWINGS SHEETS S-SERIES: [439, 584, 661, 590]
- divider: [1615, 755, 1772, 756]
- copyright-side-note: [1778, 24, 1792, 1192]
- note-paragraph: RE: STRUCTURAL DRAWINGS (S-SERIES): [439, 641, 545, 647]
- note-paragraph: IF THE CONTRACTOR FINDS ANY DETAILS WHICH ARE UNSOUND OR IF HE IS ABLE TO RECOMMEND AN ALTERNATE APPROACH WHICH IS SUPERIOR TO THE ARCHITECT'S DETAIL, IT IS HIS DUTY TO NOTIFY THE ARCHITECT BEFORE PROCEEDING WITH THE WORK.: [439, 771, 787, 784]
- project-number-label: PROJECT No.: [1625, 907, 1713, 922]
- note-heading: 7.05 SHOWER ENCLOSURE WATERPROOFING: [439, 879, 567, 885]
- note-paragraph: SCREW (MINIMUM 1 1/4" SCREWS) 5/8" TYPE 'X' DRYWALL WHERE NECESSARY AT WALLS AND CEILINGS. TAPE AND FLOAT AS PER GYPSUM ASSOCIATION SPECIFICATIONS. PROVIDE 1-HOUR FIRE RESISTIVE CONSTRUCTION AT ALL CEILINGS.(5/8" TYPE 'X' OR 1/2" TYPE 'X' DRYWALL WHERE NECESSARY).: [1217, 64, 1556, 84]
- note-paragraph: H. IN COMBUSTIBLE CONSTRUCTION, FIREBLOCKING SHALL BE PROVIDED TO CUT OFF ALL CONCEALED DRAFT OPENINGS (BOTH VERTICAL AND HORIZONTAL) AND TO FORM AN EFFECTIVE FIRE BARRIER BETWEEN STORIES, AND BETWEEN A TOP STORY AND THE ROOF SPACE. (R302.11): [1217, 775, 1561, 795]
- note-paragraph: PERFORATED SHEET METAL PLATES NOT LESS THAN 0.070 INCH (1.8 MM) THICK. EXPANDED SHEET METAL PLATES NOT LESS THAN 0.047 INCH (1.2 MM) THICK. CAST-IRON GRILL OR GRATING. EXTRUDED LOAD-BEARING BRICK VENTS. HARDWARE CLOTH OF 0.035 INCH (0.89 MM) WIRE OR HEAVIER. CORROSION-RESISTANT WIRE MESH, WITH THE LEAST DIMENSION BEING 1/8 INCH (3.2 MM) THICK.: [1217, 292, 1568, 312]
- note-paragraph: INSULATION PER BUILDING SECTIONS. CONTRACTOR TO REVIEW TITLE 24 CALCULATIONS AND IF THERE IS A DISCREPANCY, NOTIFY ARCHITECT. URETHANE FOAM CAULKING SEALANT AT ALL EXTERIOR DOORS, WINDOWS, SOLE PLATES, ELECTRICAL AND PLUMBING PENETRATIONS. ALL DUCT SHAFTS TO BE INSULATED AND ISOLATED TO PREVENT NOISE AND VIBRATION ENTERING LIVING SPACES.: [439, 828, 783, 848]
- divider: [1615, 953, 1772, 954]
- note-paragraph: G. HOLLOW CORE DOORS OR DOORS LESS THAN 1 3/4" IN THICKNESS SHALL BE COVERED ON THE INSIDE FACE WITH 16 GA. SHEET METAL ATTACHED WITH SCREWS AT 6" ON CENTERS AROUND THE PERIMETER OR EQUIVALENT.: [825, 384, 1169, 397]
- note-heading: 8.04 SHOWER DOOR / ENCLOSURE: [825, 221, 923, 227]
- revision-block: [1614, 24, 1774, 336]
- note-paragraph: R. ALL FOOTINGS SHALL BE FOUNDED INTO NATURAL UNDISTURBED SOILS AS PER CODE OR INTO APPROVED FILL.: [43, 554, 343, 560]
- note-heading: 9.02 INTERIOR WALL AND CEILING CONSTRUCTION AT ATTIC: [1217, 53, 1386, 59]
- note-heading: 7.06 WATERPROOFING NOTE: [825, 53, 906, 59]
- note-heading: 6 FRAMING, WOOD AND PLASTICS: [439, 463, 535, 469]
- note-heading: 3.02 SPREAD FOOTING FOUNDATION CONSTRUCTION, STEEL REINFORCED CONCRETE FOOTINGS AND STEM WALLS.: [439, 90, 769, 96]
- sheet-info-block: [1614, 656, 1774, 1192]
- note-paragraph: F. NO SUBSTITUTIONS OF MATERIALS FOR THOSE SPECIFIED SHALL BE MADE WITHOUT THE ARCHITECT'S WRITTEN APPROVAL.: [43, 298, 375, 304]
- note-paragraph: G. MEMBRANE PENETRATIONS SHALL COMPLY WITH SECTION R302.4.1. WHERE WALLS ARE REQUIRED TO HAVE A FIRE RESISTANCE RATING, RECESSED FIXTURES SHALL BE INSTALLED SO THAT THE REQUIRED FIRE-RESISTANCE RATING WILL NOT BE REDUCED. (R302.4.2): [1217, 749, 1561, 769]
- note-paragraph: LIGHTWEIGHT CONCRETE SUB FLOOR SLAB TO BE POURED AND CURED IN PER MANUFACTURER'S SPECIFICATIONS SO AS TO INSURE NO AIR POCKETS WILL FORM AS ABOVE, OR UNDER THE LIGHTWEIGHT SUBFLOOR. GENERAL CONTRACTOR AND LIGHTWEIGHT SUBCONTRACTOR TO BE RESPONSIBLE FOR PREVENTION OF AIR POCKETS OR UNEVEN SETTLING AND CURING.: [439, 175, 789, 195]
- note-paragraph: P. FRAMING CONTRACTOR SHALL LOCATE ALL HVAC DUCTS, GRILLES AND RECESSED LIGHT FIXTURES AS PER PLAN AND ADJUST FRAMING AS REQUIRED FOR INSTALLATION OF SUCH FIXTURES IN THEIR DESIGNED LOCATION. NOTIFY ARCHITECT OF ANY CONFLICTS. REQUEST FROM ARCHITECT ANY NECESSARY DIMENSIONS. MOVING OF ANY STRUCTURAL MEMBERS MUST BE APPROVED IN WRITING BY THE STRUCTURAL ENGINEER.: [43, 502, 395, 529]
- note-heading: 8.01 EXTERIOR DOORS: [825, 149, 890, 155]
- revision-label: I.I.D.: [1639, 96, 1655, 105]
- note-heading: 6.04 ACCESSORIES: [439, 654, 493, 660]
- note-paragraph: REF: STRUCTURAL DRAWINGS: [439, 334, 518, 340]
- note-paragraph: REFER TO WINDOW SCHEDULE FOR TYPE, SIZE AND SPECIFICATIONS. REF: A9. SERIES: [825, 465, 1051, 471]
- revision-title: REVISION / ISSUE: [1627, 35, 1701, 44]
- note-heading: 1 GENERAL NOTES AND CONDITIONS: [43, 164, 148, 170]
- note-paragraph: THE CONTRACTOR IS RESPONSIBLE FOR A COMPLETE WATERPROOFING JOB AND SHALL NOTIFY THE ARCHITECT IN WRITING OF ANY CONDITIONS THAT MAY REQUIRE FLASHING THAT ARE NOT SPECIFICALLY IDENTIFIED IN THE DRAWINGS SO THAT THE ARCHITECT CAN ASSIST IN PROPERLY DETAILING SUCH CONDITIONS.: [439, 745, 790, 765]
- note-heading: 10 SPECIALTIES: [1217, 249, 1262, 255]
- note-paragraph: E. CONTRACTORS SHALL INSTALL ALL MANUFACTURED ITEMS, MATERIALS AND EQUIPMENT IN STRICT ACCORDANCE WITH MANUFACTURER'S SPECIFICATIONS AND INSTRUCTIONS.: [43, 279, 362, 292]
- note-paragraph: CONTRACTOR SHALL PROPERLY WATERPROOF ALL SHOWER ENCLOSURES WITH APPROVED WATERPROOFING MATERIAL ACCORDING TO ALL APPLICABLE CODE REQUIREMENTS. WATERPROOFING SHALL EXTEND 72" MINIMUM UP ALL ADJACENT ENCLOSURE SURFACES.: [439, 890, 790, 903]
- note-heading: 8.02 INTERIOR DOORS: [825, 185, 888, 191]
- scale-label: SCALE: [1625, 795, 1670, 810]
- note-paragraph: REF: STRUCTURAL DRAWINGS, INSPECTION AND OBSERVATION PROGRAM: [43, 778, 237, 784]
- note-paragraph: REF: STRUCTURAL SHEETS S-SERIES AND GEOTECHNICAL REVIEW BY GEOTECHNICAL CONSULTANT LISTED ON THE COVER SHEET.: [439, 151, 783, 157]
- note-paragraph: REF: STRUCTURAL DRAWINGS: [439, 310, 518, 316]
- note-paragraph: OTHER OPERABLE WINDOWS SHALL BE PROVIDED WITH SUBSTANTIAL LOCKING DEVICES.: [825, 800, 1060, 806]
- logo-block: [1614, 402, 1774, 654]
- divider: [1615, 893, 1772, 894]
- note-heading: 10.02 ATTIC VENT: [1217, 319, 1266, 325]
- revision-date: 12/02/2021: [1639, 61, 1675, 70]
- note-paragraph: PROVIDE WATERPROOF MEMBRANE AT ALL ROOF CRICKETS, HORIZONTAL SURFACES (WALL CAPS), WINDOW AND DOOR HEAD, JAMBS AND SILL LAP 2" MINIMUM AT HORIZONTAL JOINTS AND 6" AT VERTICAL JOINTS WITH BUILDING PAPER. DO NOT PUNCTURE ON HORIZONTAL SURFACES.: [439, 790, 790, 810]
- note-heading: 8.13 DEAD BOLTS: [825, 647, 874, 653]
- sheet-number-label: SHEET NUMBER: [1625, 1009, 1740, 1025]
- note-paragraph: ALL WINDOWS ADJACENT TO A DOOR IN THE SAME WALL PLANE AS THE DOOR WHOSE NEAREST VERTICAL EDGE IS WITHIN 12" OF THE DOOR IN A CLOSED POSITION AND WHOSE BOTTOM EDGE IS LESS THAN 60" FROM THE FLOOR AND ALL WINDOWS WHICH HAVE A GLAZED AREA MORE THAN 9 SQ. FT. AND THE LOWEST EDGE IS LESS THAN 18" ABOVE THE FINISHED FLOOR LEVEL SHALL HAVE SAFETY GLAZING OR TEMPERED GLASS AS PER THE BUILDING CODE.: [825, 558, 1176, 585]
- note-paragraph: D. DEAD BOLTS SHALL CONTAIN HARDENED INSERTS.: [825, 348, 965, 354]
- note-paragraph: FRAMING SUBCONTRACTOR AND GENERAL CONTRACTOR TO REVIEW AND APPROVE STRUCTURAL STEEL SHOP DRAWINGS INCLUDING HEIGHTS, ELEVATIONS AND CLEARANCES.: [439, 541, 761, 554]
- revision-label: PLAN CHECK CORRECTIONS: [1639, 131, 1741, 140]
- note-heading: 5 METALS: [439, 239, 467, 245]
- note-heading: 8.12 HINGES: [825, 616, 860, 622]
- revision-label-2: PLAN CHECK CORRECTIONS: [1639, 104, 1741, 113]
- note-heading: 8.11 TUB/SHOWER: [825, 592, 877, 598]
- issue-date-label: ISSUE DATE: [1625, 961, 1705, 976]
- note-paragraph: A. WOOD FLUSH TYPE DOORS SHALL BE 1-3/8" THICK MINIMUM WITH SOLID CORE CONSTRUCTION. §1.6709.1 DOOR STOPS OF IN SWINGING DOORS SHALL BE ONE-PIECE CONSTRUCTION WITH THE STOP JOINED BY RABBET TO THE JAMB. 6709.4 OR AS A FLOOR DOOR STOP, U.N.O. REFER TO INTERIOR ELEVATIONS.: [825, 270, 1165, 290]
- divider: [1615, 689, 1772, 690]
- note-paragraph: PROVIDE WOOD BLOCK BACKING FOR TOWEL BARS, ROBE HOOKS AND TOILET PAPER DISPENSERS.: [439, 665, 701, 671]
- note-paragraph: SEE ELEVATIONS.: [1217, 330, 1263, 336]
- note-paragraph: D. ALL WORK AND MATERIALS ARE TO COMPLY IN EVERY RESPECT WITH THE LATEST REQUIREMENTS OF ALL APPLICABLE CITY, COUNTY AND STATE CODES, LOCAL REQUIREMENTS AND THE DIRECTION OF THE BUILDING INSPECTOR. REGULATIONS AND DIRECTIONS ARE TO BE CONSIDERED AS PART OF THESE SPECIFICATIONS AND DRAWINGS EXCEPT WHERE EXCEEDED HEREIN.: [43, 253, 377, 273]
- note-paragraph: REFER TO SITE PLAN FOR FINAL PLANTING AND HARDSCAPE DESIGN AND LAYOUT SUCH AS POOLS, WALKS, TERRACES, WALLS, DRIVEWAY, ETC. LOCATION OF THESE ELEMENTS WHICH REQUIRE SEPARATE PERMITS.: [43, 888, 377, 901]
- note-paragraph: 11.06 THE BUILDING DESIGN MEETS THE CURRENT REQUIREMENTS OF TITLE 24, PART 2, CHAPTER 2-53. INSULATION INSTALLER SHALL POST IN A CONSPICUOUS LOCATION IN THE BUILDING A CERTIFICATE SIGNED BY THE INSTALLER AND BUILDER STATING THAT THE INSTALLATION CONFORMS WITH THE REQUIREMENTS OF TITLE 24, CHAPTER 2-53 AND THAT THE MATERIALS INSTALLED CONFORM WITH THE REQUIREMENTS OF TITLE 20, CHAPTER 2, SUBCHAPTER 4, ARTICLE 3.: [1217, 531, 1568, 558]
- note-paragraph: FRAMING: ALL WORK SHALL BE ERECTED PLUMB, LEVEL TRUE AND IN ACCORDANCE WITH DETAILS. FRAMING SUBCONTRACTOR SHALL BE RESPONSIBLE FOR INSPECTION OF ALL FRAMING LUMBER UPON DELIVERY. ANY LUMBER WHICH CONTAINS DRY ROT, IS EXCESSIVELY SPLIT, SCRATCHED OR OTHERWISE DAMAGED UPON DELIVERY, SHALL NOT BE USED. SET WOOD FRAMING ACCURATELY AND NEATLY. BRACE WELL AND NAIL SECURELY AS PER ALL APPLICABLE CODES AND FRAMING SCHEDULES AND SPECIFICATIONS. FRAMING CONTRACTOR SHALL ADJUST FRAMING AS REQUIRED TO ACCOMMODATE LIGHT FIXTURE AND A/C REGISTER LOCATIONS. ANY ADJUSTMENTS MADE TO THE FRAMING THAT AFFECT THE STRUCTURE, SHALL BE APPROVED IN WRITING BY THE STRUCTURAL ENGINEER.: [439, 487, 791, 535]
- note-paragraph: K. CONTRACTOR SHALL MAINTAIN NEAT PREMISES AND SHALL THOROUGHLY CLEAN ALL FINISHED SURFACES INSIDE AND OUTSIDE OF THE PROJECT. ALL TREES TO REMAIN SHALL BE PROTECTED THROUGHOUT THE CONSTRUCTION PERIOD.: [43, 393, 394, 406]
- note-paragraph: 11.05 MANUFACTURED DOORS AND WINDOWS SHALL BE CERTIFIED AND LABELED IN COMPLIANCE WITH THE APPROPRIATE INFILTRATION STANDARDS. CAULK PLUMBING AND ELECTRICAL PENETRATIONS, ALL WINDOW AND DOOR FRAMES, BETWEEN WALL SOLEPLATES AND FLOORS AND ALL OTHER OPENINGS IN THE ENVELOPE. ALL EXTERIOR OPENINGS SHALL BE PROPERLY WEATHER-STRIPPED, CERTIFIED AND LABELED.: [1217, 498, 1562, 525]
- note-paragraph: C. BATHTUB AND SHOWER FLOORS, WALLS ABOVE BATHTUBS WITH A SHOWERHEAD, AND SHOWER COMPARTMENTS SHALL BE FINISHED WITH A NONABSORBENT SURFACE. SUCH WALL SURFACES SHALL EXTEND TO A HEIGHT OF NOT LESS THAN 6 FEET ABOVE THE FLOOR (R307.2).: [1217, 659, 1562, 679]
- note-paragraph: 11.04 ALL INSULATION MATERIALS SHALL BE CERTIFIED BY THE MANUFACTURER AS COMPLYING WITH THE CALIFORNIA QUALITY STANDARDS FOR INSULATING MATERIAL. DOORS AND WINDOWS BETWEEN CONDITIONED AND OUTSIDE UNCONDITIONED SPACES SUCH AS GARAGES AND COMPARTMENTS FOR CENTRAL AIR GAS FURNACES SHALL BE FULLY WEATHERSTRIPPED.: [1217, 472, 1556, 492]
- note-paragraph: CONTRACTOR TO PROVIDE ADDITIONAL PERMITS.: [1217, 597, 1347, 603]
- note-paragraph: N. CONTRACTOR SHALL BE RESPONSIBLE FOR A COMPLETE AND PROPER WATERPROOFING AND FLASHING JOB. REFER TO SECTION 7.: [43, 457, 390, 470]
